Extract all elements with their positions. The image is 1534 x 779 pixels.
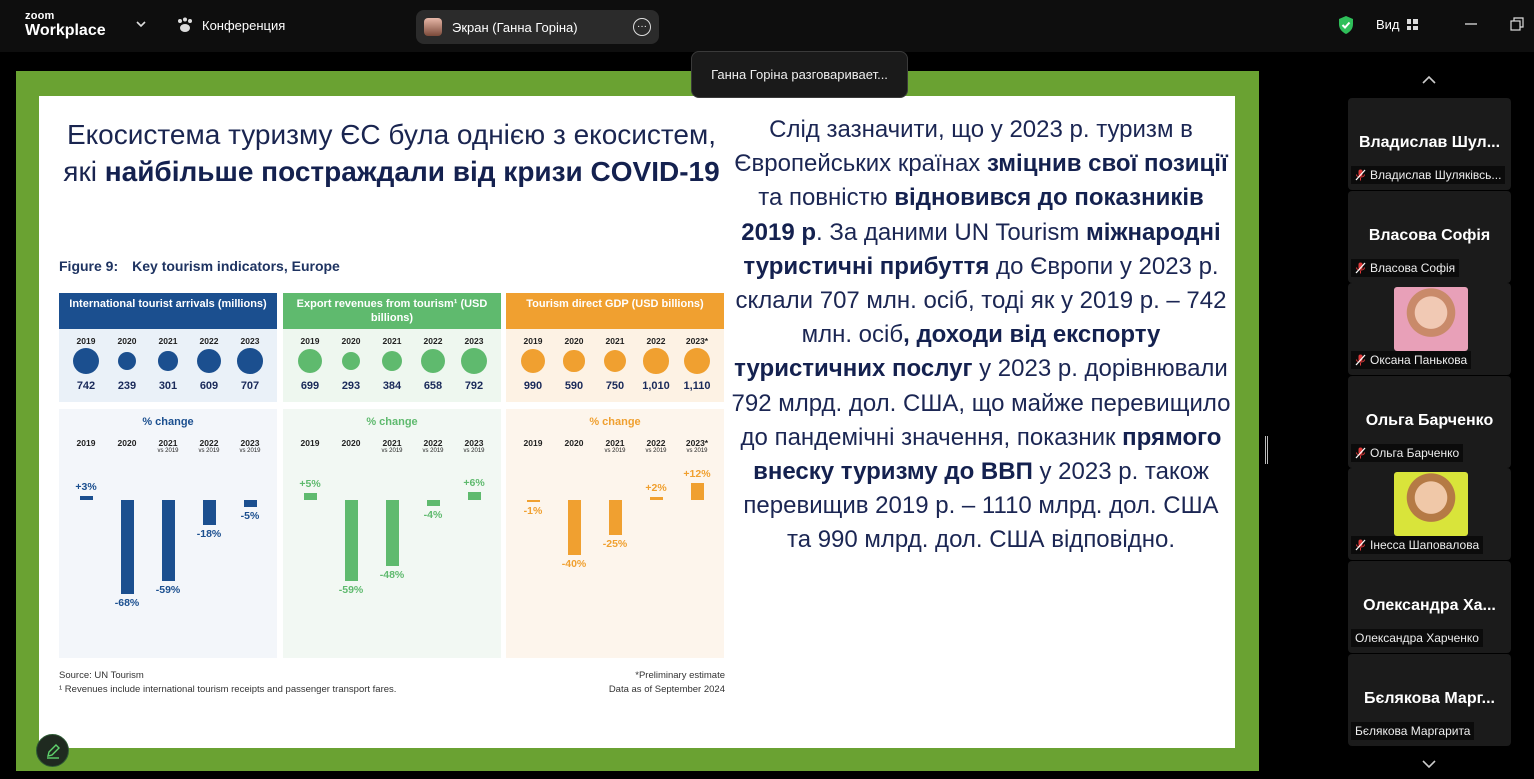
change-bar [203, 500, 216, 525]
change-year-label [555, 438, 593, 448]
year-label: 2019 [76, 336, 96, 346]
vs-2019-label: vs 2019 [604, 448, 626, 454]
figure-label: Figure 9: [59, 258, 119, 274]
bubble-value-label: 742 [76, 380, 96, 392]
change-year-label [149, 438, 187, 454]
figure-name: Key tourism indicators, Europe [132, 258, 340, 274]
paragraph-bold-run: міжнародні туристичні прибуття [743, 218, 1221, 280]
change-value-label: -40% [561, 558, 587, 571]
participant-name: Бєлякова Маргарита [1355, 724, 1471, 738]
muted-mic-icon [1355, 169, 1366, 181]
paw-icon [176, 17, 194, 33]
panel-header: International tourist arrivals (millions) [59, 293, 277, 329]
participant-tile[interactable] [1348, 98, 1511, 190]
bubble-mark [118, 352, 136, 370]
figure-source: Source: UN Tourism [59, 670, 144, 681]
change-bar [304, 493, 317, 500]
change-year-label [332, 438, 370, 448]
participant-name-tag [1351, 166, 1505, 184]
bubble-mark [237, 348, 263, 374]
change-value-label: -48% [379, 569, 405, 582]
change-value-label: -68% [114, 596, 140, 609]
zoom-logo [25, 11, 106, 39]
change-value-label: -59% [338, 584, 364, 597]
change-year-label [190, 438, 228, 454]
participant-name-large: Владислав Шул... [1358, 134, 1501, 151]
participant-tile[interactable] [1348, 468, 1511, 560]
change-year: 2020 [341, 438, 361, 448]
participant-name-tag [1351, 444, 1463, 462]
year-label: 2019 [300, 336, 320, 346]
figure-right-notes [559, 669, 725, 697]
year-label: 2020 [564, 336, 584, 346]
panel-header: Tourism direct GDP (USD billions) [506, 293, 724, 329]
change-year-label [596, 438, 634, 454]
change-value-label: +12% [683, 468, 711, 481]
bubble-value-label: 239 [117, 380, 137, 392]
bubble-mark [73, 348, 99, 374]
participant-name-tag [1351, 351, 1471, 369]
conference-label: Конференция [202, 17, 286, 33]
change-bar [568, 500, 581, 555]
restore-icon[interactable] [1509, 16, 1525, 32]
participant-photo [1394, 287, 1468, 351]
change-bar [345, 500, 358, 581]
screen-share-pill[interactable] [416, 10, 659, 44]
participant-tile[interactable] [1348, 283, 1511, 375]
change-year: 2023* [685, 438, 709, 448]
participant-name-tag [1351, 722, 1474, 740]
participant-name-tag [1351, 259, 1459, 277]
paragraph-bold-run: відновився до показників 2019 р [741, 184, 1204, 246]
participant-name: Олександра Харченко [1355, 631, 1479, 645]
bubble-value-label: 293 [341, 380, 361, 392]
scroll-down-icon[interactable] [1420, 758, 1438, 770]
bubble-mark [461, 348, 487, 374]
year-label: 2022 [423, 336, 443, 346]
participant-name-large: Бєлякова Марг... [1364, 690, 1495, 707]
vs-2019-label: vs 2019 [157, 448, 179, 454]
logo-line1: zoom [25, 10, 55, 22]
figure-data-as-of: Data as of September 2024 [608, 684, 725, 695]
vs-2019-label: vs 2019 [198, 448, 220, 454]
change-value-label: -4% [423, 508, 443, 521]
scroll-up-icon[interactable] [1420, 74, 1438, 86]
change-year: 2022 [199, 438, 219, 448]
change-value-label: -18% [196, 527, 222, 540]
change-bar [609, 500, 622, 535]
year-label: 2019 [523, 336, 543, 346]
shield-check-icon[interactable] [1337, 15, 1355, 35]
bubble-mark [684, 348, 710, 374]
year-label: 2022 [646, 336, 666, 346]
participant-tile[interactable] [1348, 561, 1511, 653]
figure-source-notes [59, 669, 396, 697]
annotate-pen-button[interactable] [36, 734, 69, 767]
change-year-label [67, 438, 105, 448]
pen-icon [45, 743, 61, 759]
change-year: 2019 [300, 438, 320, 448]
change-year-label [373, 438, 411, 454]
participant-name-tag [1351, 629, 1483, 647]
change-bar [468, 492, 481, 500]
change-year-label [231, 438, 269, 454]
percent-change-title: % change [589, 416, 641, 428]
bubble-value-label: 1,110 [683, 380, 711, 392]
participant-name: Ольга Барченко [1370, 446, 1460, 460]
bubble-value-label: 384 [382, 380, 402, 392]
minimize-icon[interactable] [1463, 16, 1479, 32]
change-year-label [291, 438, 329, 448]
muted-mic-icon [1355, 447, 1366, 459]
chevron-down-icon[interactable] [134, 17, 148, 31]
vs-2019-label: vs 2019 [381, 448, 403, 454]
change-bar [691, 483, 704, 500]
bubble-value-label: 990 [523, 380, 543, 392]
change-year-label [514, 438, 552, 448]
year-label: 2021 [382, 336, 402, 346]
slide-paragraph [731, 113, 1231, 558]
vs-2019-label: vs 2019 [463, 448, 485, 454]
logo-line2: Workplace [25, 22, 106, 39]
vs-2019-label: vs 2019 [686, 448, 708, 454]
participant-name: Власова Софія [1370, 261, 1456, 275]
grid-icon [1407, 19, 1418, 30]
bubble-value-label: 792 [464, 380, 484, 392]
bubble-value-label: 699 [300, 380, 320, 392]
bubble-value-label: 658 [423, 380, 443, 392]
vs-2019-label: vs 2019 [239, 448, 261, 454]
participant-name-large: Ольга Барченко [1365, 412, 1494, 429]
screen-share-label: Экран (Ганна Горіна) [452, 19, 578, 35]
change-year-label [414, 438, 452, 454]
bubble-mark [197, 349, 221, 373]
percent-change-title: % change [366, 416, 418, 428]
slide-title-bold: найбільше постраждали від кризи COVID-19 [104, 156, 720, 187]
muted-mic-icon [1355, 262, 1366, 274]
change-bar [386, 500, 399, 566]
change-value-label: +6% [463, 476, 485, 489]
change-year: 2022 [646, 438, 666, 448]
paragraph-run: Слід зазначити, що у 2023 р. туризм в Європейських країнах [734, 116, 1193, 178]
paragraph-run: та повністю [758, 184, 895, 212]
year-label: 2020 [341, 336, 361, 346]
muted-mic-icon [1355, 539, 1366, 551]
change-bar [527, 500, 540, 502]
muted-mic-icon [1355, 354, 1366, 366]
change-bar [121, 500, 134, 594]
bubble-value-label: 590 [564, 380, 584, 392]
year-label: 2021 [605, 336, 625, 346]
slide [39, 96, 1235, 748]
year-label: 2023 [464, 336, 484, 346]
change-year-label [678, 438, 716, 454]
participant-photo [1394, 472, 1468, 536]
bubble-mark [563, 350, 584, 371]
participant-name-tag [1351, 536, 1483, 554]
year-label: 2020 [117, 336, 137, 346]
bubble-value-label: 707 [240, 380, 260, 392]
change-value-label: +5% [299, 478, 321, 491]
paragraph-run: до Європи у 2023 р. склали 707 млн. осіб, тоді як у 2019 р. – 742 млн. осіб [735, 252, 1227, 349]
change-bar [80, 496, 93, 500]
change-bar [162, 500, 175, 581]
change-year: 2021 [382, 438, 402, 448]
figure-title [59, 258, 340, 274]
paragraph-bold-run: зміцнив свої позиції [986, 150, 1228, 178]
figure-prelim: *Preliminary estimate [635, 670, 725, 681]
slide-title [59, 116, 724, 190]
participants-panel [1348, 98, 1511, 751]
change-value-label: -25% [602, 537, 628, 550]
paragraph-bold-run: прямого внеску туризму до ВВП [753, 423, 1222, 486]
more-options-icon[interactable]: ··· [633, 18, 651, 36]
change-year: 2021 [158, 438, 178, 448]
top-bar [0, 0, 1534, 52]
bubble-mark [158, 351, 177, 370]
change-year: 2023 [240, 438, 260, 448]
percent-change-title: % change [142, 416, 194, 428]
year-label: 2022 [199, 336, 219, 346]
paragraph-run: . За даними UN Tourism [816, 218, 1087, 246]
change-value-label: -5% [240, 509, 260, 522]
bubble-value-label: 750 [605, 380, 625, 392]
year-label: 2021 [158, 336, 178, 346]
vs-2019-label: vs 2019 [422, 448, 444, 454]
change-value-label: +3% [75, 480, 97, 493]
paragraph-run: у 2023 р. також перевищив 2019 р. – 1110 млрд. дол. США та 990 млрд. дол. США відповідно. [743, 458, 1219, 554]
presenter-avatar [424, 18, 442, 36]
participant-name-large: Власова Софія [1368, 227, 1491, 244]
paragraph-run: у 2023 р. дорівнювали 792 млрд. дол. США, що майже перевищило до пандемічні значення, показник [731, 355, 1231, 451]
view-button[interactable] [1376, 17, 1418, 32]
bubble-value-label: 301 [158, 380, 178, 392]
year-label: 2023* [685, 336, 709, 346]
shared-screen [16, 71, 1259, 771]
view-label: Вид [1376, 17, 1400, 32]
change-year: 2019 [523, 438, 543, 448]
change-year: 2019 [76, 438, 96, 448]
vs-2019-label: vs 2019 [645, 448, 667, 454]
participant-tile[interactable] [1348, 654, 1511, 746]
change-year-label [637, 438, 675, 454]
participant-name-large: Олександра Ха... [1363, 597, 1496, 614]
year-label: 2023 [240, 336, 260, 346]
change-value-label: +2% [645, 482, 667, 495]
change-value-label: -1% [523, 505, 543, 517]
change-year-label [108, 438, 146, 448]
bubble-value-label: 1,010 [642, 380, 670, 392]
panel-header: Export revenues from tourism¹ (USD billions) [283, 293, 501, 329]
participant-name: Оксана Панькова [1370, 353, 1468, 367]
change-year: 2022 [423, 438, 443, 448]
change-year: 2020 [117, 438, 137, 448]
change-bar [244, 500, 257, 507]
figure-footnote: ¹ Revenues include international tourism receipts and passenger transport fares. [59, 684, 397, 695]
slide-title-part1: Екосистема туризму ЄС була однією з екосистем, які [63, 119, 717, 187]
change-year: 2021 [605, 438, 625, 448]
panel-resize-handle[interactable] [1265, 436, 1268, 464]
change-year-label [455, 438, 493, 454]
change-bar [427, 500, 440, 506]
participant-name: Інесса Шаповалова [1370, 538, 1480, 552]
change-value-label: -59% [155, 584, 181, 597]
bubble-value-label: 609 [199, 380, 219, 392]
conference-button[interactable] [176, 17, 285, 33]
participant-tile[interactable] [1348, 191, 1511, 283]
bubble-mark [643, 348, 668, 373]
paragraph-bold-run: , доходи від експорту туристичних послуг [734, 321, 1161, 383]
participant-name: Владислав Шуляківсь... [1370, 168, 1502, 182]
participant-tile[interactable] [1348, 376, 1511, 468]
change-year: 2020 [564, 438, 584, 448]
change-year: 2023 [464, 438, 484, 448]
speaking-toast: Ганна Горіна разговаривает... [691, 51, 908, 98]
change-bar [650, 497, 663, 500]
